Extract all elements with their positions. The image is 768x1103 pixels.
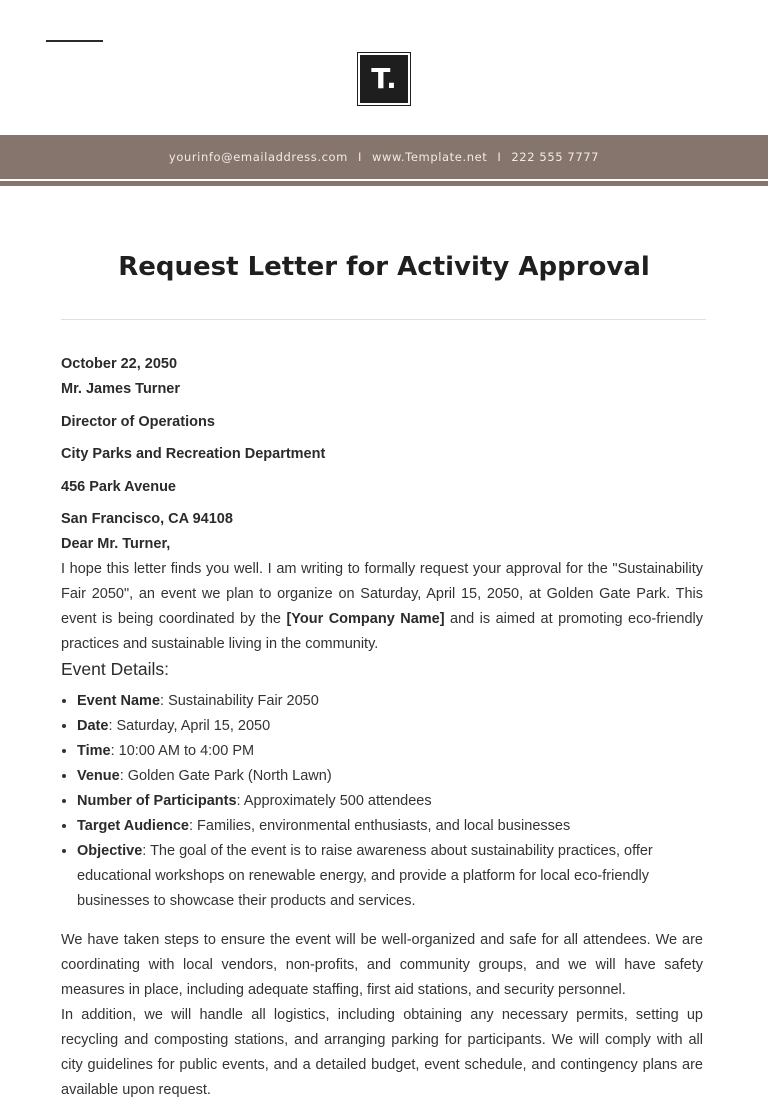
detail-value: : The goal of the event is to raise awareness about sustainability practices, offer educational workshops on renewable energy, and provide a platform for local eco-friendly businesses to showcase their products and services.: [77, 843, 653, 909]
detail-label: Time: [77, 743, 111, 759]
detail-value: : Approximately 500 attendees: [236, 793, 432, 809]
detail-label: Target Audience: [77, 818, 189, 834]
recipient-street: 456 Park Avenue: [61, 478, 176, 495]
list-item: [77, 839, 703, 914]
contact-bar-underline: [0, 181, 768, 186]
recipient-name: Mr. James Turner: [61, 381, 181, 397]
intro-text-start: I hope this letter finds you well. I am writing to formally request your approval for the "Sustainability Fair 2050", an event we plan to organize on Saturday, April 15, 2050, at Golden Gate Park. This event is being coordinated by the: [61, 561, 703, 627]
contact-separator: I: [497, 150, 502, 164]
list-item: [77, 714, 703, 739]
list-item: [77, 789, 703, 814]
list-item: [77, 764, 703, 789]
event-details-heading: Event Details:: [61, 659, 169, 679]
top-decorative-rule: [46, 40, 103, 42]
logo-letter: T.: [371, 62, 397, 95]
intro-text-end: and is aimed at promoting eco-friendly practices and sustainable living in the community.: [61, 611, 703, 652]
list-item: [77, 739, 703, 764]
intro-paragraph: [61, 557, 703, 657]
detail-value: : Saturday, April 15, 2050: [108, 718, 271, 734]
detail-value: : Families, environmental enthusiasts, and local businesses: [189, 818, 571, 834]
company-name-placeholder: [Your Company Name]: [286, 611, 445, 627]
detail-value: : 10:00 AM to 4:00 PM: [110, 743, 255, 759]
contact-separator: I: [357, 150, 362, 164]
contact-website: www.Template.net: [371, 150, 488, 164]
detail-label: Date: [77, 718, 109, 734]
recipient-position: Director of Operations: [61, 413, 215, 430]
page-title: Request Letter for Activity Approval: [118, 252, 650, 282]
recipient-city: San Francisco, CA 94108: [61, 511, 233, 527]
list-item: [77, 814, 703, 839]
contact-phone: 222 555 7777: [511, 150, 600, 164]
detail-value: : Sustainability Fair 2050: [160, 693, 319, 709]
letter-body: [61, 352, 703, 1103]
salutation: Dear Mr. Turner,: [61, 536, 171, 552]
detail-value: : Golden Gate Park (North Lawn): [119, 768, 332, 784]
contact-email: yourinfo@emailaddress.com: [168, 150, 348, 164]
preparations-paragraph: We have taken steps to ensure the event will be well-organized and safe for all attendees. We are coordinating with local vendors, non-profits, and community groups, and we will have safety measures in place, including adequate staffing, first aid stations, and security personnel.: [61, 932, 703, 998]
logistics-paragraph: In addition, we will handle all logistics, including obtaining any necessary permits, setting up recycling and composting stations, and arranging parking for participants. We will comply with all city guidelines for public events, and a detailed budget, event schedule, and contingency plans are available upon request.: [61, 1007, 703, 1098]
detail-label: Event Name: [77, 693, 161, 709]
contact-bar: [0, 135, 768, 179]
recipient-department: City Parks and Recreation Department: [61, 446, 326, 462]
detail-label: Objective: [77, 843, 143, 859]
detail-label: Venue: [77, 768, 120, 784]
detail-label: Number of Participants: [77, 793, 237, 809]
list-item: [77, 689, 703, 714]
letter-date: October 22, 2050: [61, 356, 178, 372]
company-logo: [357, 52, 411, 106]
title-divider: [61, 319, 706, 320]
event-details-list: [61, 689, 703, 914]
